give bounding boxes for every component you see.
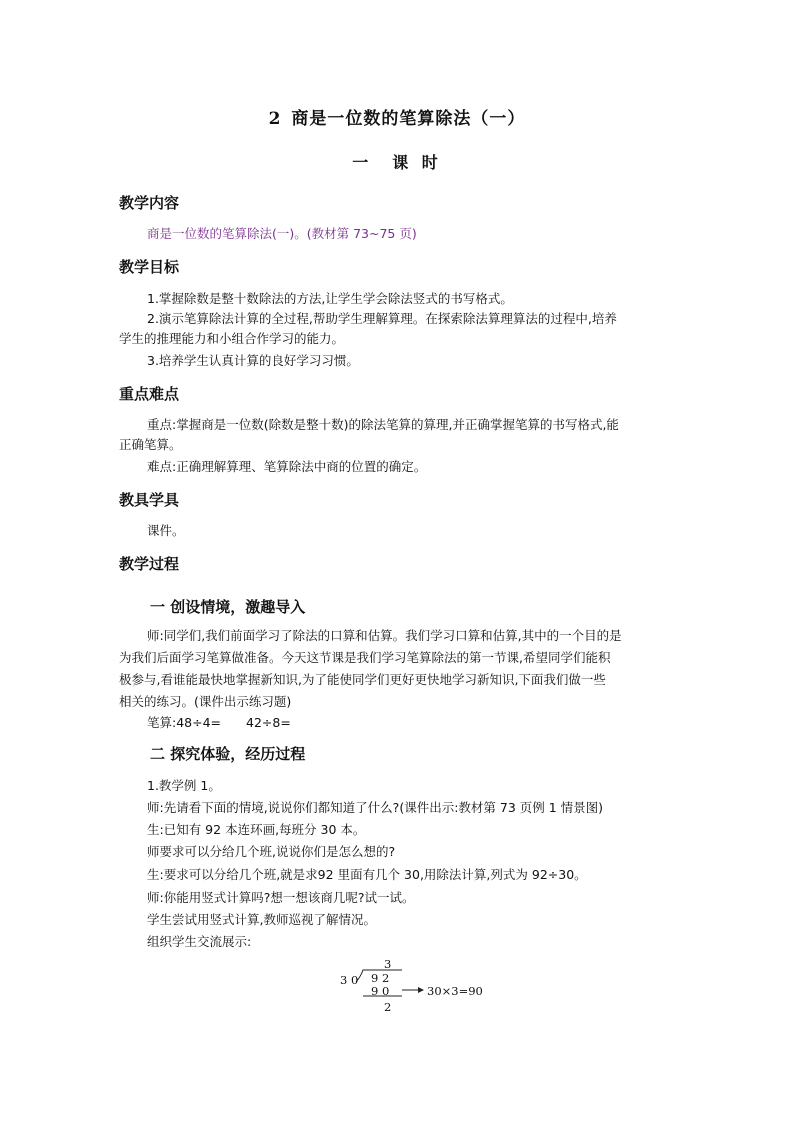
part2-line-3: 生:已知有 92 本连环画,每班分 30 本。	[147, 822, 366, 837]
heading-key-points: 重点难点	[119, 385, 180, 403]
heading-teaching-tools: 教具学具	[119, 491, 180, 509]
arrow-head	[418, 987, 424, 993]
product-explanation: 30×3=90	[427, 984, 483, 998]
part2-line-2: 师:先请看下面的情境,说说你们都知道了什么?(课件出示:教材第 73 页例 1 情景图)	[147, 800, 604, 815]
keypoint-line-1: 重点:掌握商是一位数(除数是整十数)的除法笔算的算理,并正确掌握笔算的书写格式,能	[147, 417, 619, 432]
lesson-title	[0, 104, 794, 129]
part2-line-6: 师:你能用竖式计算吗?想一想该商几呢?试一试。	[147, 890, 415, 905]
long-division	[330, 956, 490, 1018]
part1-line-5: 笔算:48÷4= 42÷8=	[147, 715, 291, 730]
keypoint-line-2: 正确笔算。	[119, 437, 182, 452]
part1-line-4: 相关的练习。(课件出示练习题)	[119, 694, 292, 709]
keypoint-line-3: 难点:正确理解算理、笔算除法中商的位置的确定。	[147, 459, 427, 474]
goal-line-4: 3.培养学生认真计算的良好学习习惯。	[147, 353, 359, 368]
lesson-title-text: 商是一位数的笔算除法（一）	[291, 109, 526, 129]
heading-teaching-goals: 教学目标	[119, 258, 180, 276]
part2-line-8: 组织学生交流展示:	[147, 934, 252, 949]
quotient: 3	[384, 957, 392, 971]
goal-line-1: 1.掌握除数是整十数除法的方法,让学生学会除法竖式的书写格式。	[147, 291, 513, 306]
product: 9 0	[371, 984, 390, 998]
part2-line-7: 学生尝试用竖式计算,教师巡视了解情况。	[147, 912, 376, 927]
part2-line-1: 1.教学例 1。	[147, 778, 221, 793]
part2-line-4: 师要求可以分给几个班,说说你们是怎么想的?	[147, 844, 396, 859]
lesson-subtitle: 一 课 时	[352, 153, 442, 172]
part1-line-2: 为我们后面学习笔算做准备。今天这节课是我们学习笔算除法的第一节课,希望同学们能积	[119, 650, 611, 665]
teaching-content-text: 商是一位数的笔算除法(一)。(教材第 73~75 页)	[147, 226, 417, 241]
goal-line-2: 2.演示笔算除法计算的全过程,帮助学生理解算理。在探索除法算理算法的过程中,培养	[147, 311, 617, 326]
part1-line-3: 极参与,看谁能最快地掌握新知识,为了能使同学们更好更快地学习新知识,下面我们做一些	[119, 672, 606, 687]
divisor: 3 0	[340, 973, 359, 987]
part1-line-1: 师:同学们,我们前面学习了除法的口算和估算。我们学习口算和估算,其中的一个目的是	[147, 628, 622, 643]
heading-teaching-content: 教学内容	[119, 194, 180, 212]
heading-part-1: 一 创设情境，激趣导入	[150, 598, 306, 616]
part2-line-5: 生:要求可以分给几个班,就是求92 里面有几个 30,用除法计算,列式为 92÷30。	[147, 867, 587, 882]
lesson-number: 2	[268, 109, 282, 129]
goal-line-3: 学生的推理能力和小组合作学习的能力。	[119, 331, 345, 346]
heading-part-2: 二 探究体验，经历过程	[150, 745, 306, 763]
teaching-tools-text: 课件。	[147, 523, 185, 538]
heading-teaching-process: 教学过程	[119, 555, 180, 573]
dividend: 9 2	[371, 971, 390, 985]
remainder: 2	[384, 1000, 392, 1014]
